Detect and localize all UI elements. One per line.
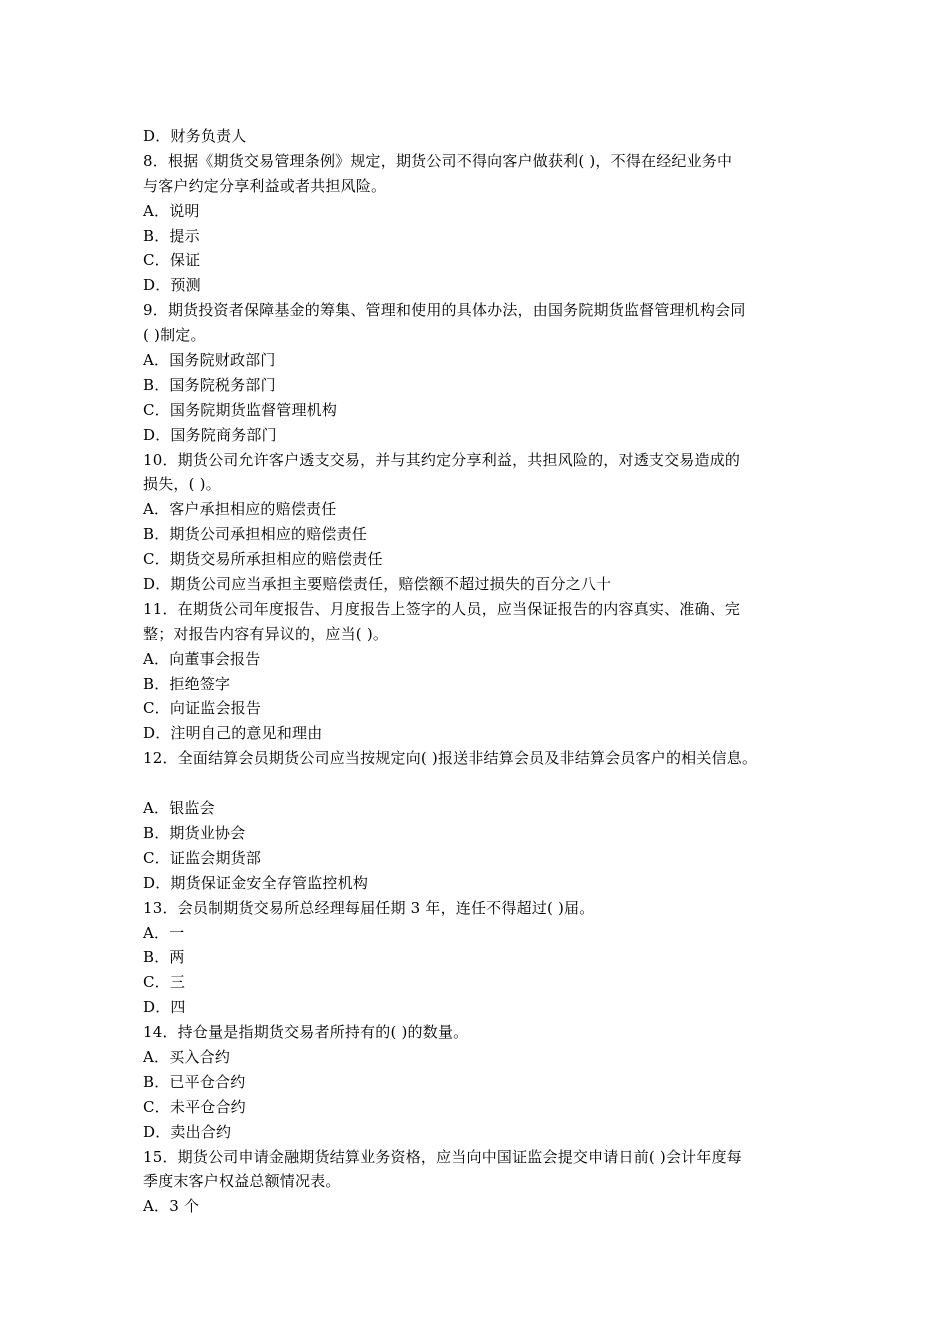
option-line: A．一 [143, 923, 185, 942]
question-8-line-1: 8．根据《期货交易管理条例》规定，期货公司不得向客户做获利( )，不得在经纪业务中 [143, 151, 733, 170]
option-line: A．银监会 [143, 799, 215, 818]
option-line: B．提示 [143, 226, 200, 245]
option-line: B．两 [143, 948, 185, 967]
question-13-line-1: 13．会员制期货交易所总经理每届任期 3 年，连任不得超过( )届。 [143, 898, 595, 917]
option-line: C．未平仓合约 [143, 1097, 246, 1116]
option-line: B．期货公司承担相应的赔偿责任 [143, 525, 368, 544]
option-line: D．国务院商务部门 [143, 425, 277, 444]
option-line: D．四 [143, 998, 186, 1017]
text-line: D．财务负责人 [143, 127, 247, 145]
option-line: B．拒绝签字 [143, 674, 231, 693]
question-14-line-1: 14．持仓量是指期货交易者所持有的( )的数量。 [143, 1023, 469, 1042]
option-line: C．三 [143, 973, 186, 992]
option-line: C．期货交易所承担相应的赔偿责任 [143, 550, 383, 569]
blank-line [143, 771, 823, 796]
question-15-line-1: 15．期货公司申请金融期货结算业务资格，应当向中国证监会提交申请日前( )会计年度每 [143, 1147, 742, 1166]
question-10-line-1: 10．期货公司允许客户透支交易，并与其约定分享利益，共担风险的，对透支交易造成的 [143, 450, 741, 469]
question-9-line-2: ( )制定。 [143, 326, 206, 345]
option-line: C．国务院期货监督管理机构 [143, 400, 338, 419]
question-10-line-2: 损失，( )。 [143, 475, 221, 494]
option-line: D．卖出合约 [143, 1122, 232, 1141]
option-line: C．向证监会报告 [143, 699, 262, 718]
option-line: A．国务院财政部门 [143, 351, 276, 370]
option-line: B．期货业协会 [143, 823, 246, 842]
option-line: B．国务院税务部门 [143, 375, 276, 394]
option-line: D．注明自己的意见和理由 [143, 724, 323, 743]
option-line: C．保证 [143, 251, 201, 270]
question-11-line-2: 整；对报告内容有异议的，应当( )。 [143, 624, 389, 643]
document-page [143, 124, 823, 1219]
option-line: A．买入合约 [143, 1047, 231, 1066]
option-line: B．已平仓合约 [143, 1072, 246, 1091]
question-12-line-1: 12．全面结算会员期货公司应当按规定向( )报送非结算会员及非结算会员客户的相关信息。 [143, 749, 758, 768]
option-line: D．预测 [143, 276, 201, 295]
question-15-line-2: 季度末客户权益总额情况表。 [143, 1172, 341, 1191]
question-9-line-1: 9．期货投资者保障基金的筹集、管理和使用的具体办法，由国务院期货监督管理机构会同 [143, 301, 746, 320]
option-line: D．期货公司应当承担主要赔偿责任，赔偿额不超过损失的百分之八十 [143, 575, 612, 594]
question-8-line-2: 与客户约定分享利益或者共担风险。 [143, 176, 387, 195]
question-11-line-1: 11．在期货公司年度报告、月度报告上签字的人员，应当保证报告的内容真实、准确、完 [143, 599, 741, 618]
option-line: D．期货保证金安全存管监控机构 [143, 873, 369, 892]
option-line: A．说明 [143, 201, 200, 220]
option-line: A．向董事会报告 [143, 649, 261, 668]
option-line: C．证监会期货部 [143, 848, 262, 867]
option-line: A．客户承担相应的赔偿责任 [143, 500, 337, 519]
option-line: A．3 个 [143, 1197, 200, 1216]
